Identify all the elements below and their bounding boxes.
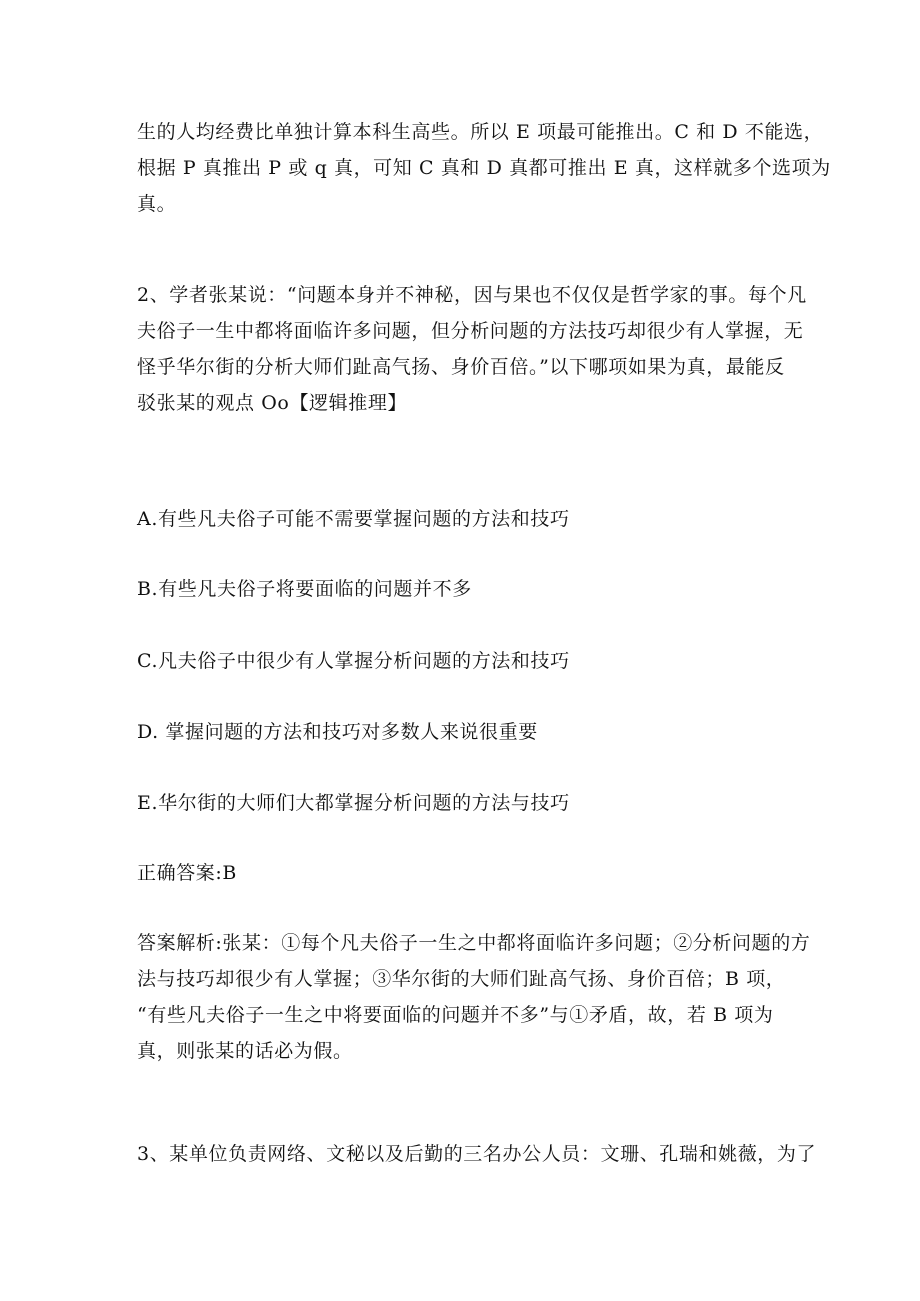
text-line: 根据 P 真推出 P 或 q 真，可知 C 真和 D 真都可推出 E 真，这样就多个选项为: [137, 157, 831, 179]
text-line: 2、学者张某说：“问题本身并不神秘，因与果也不仅仅是哲学家的事。每个凡: [137, 284, 807, 306]
option-c: [137, 643, 787, 679]
correct-answer: [137, 855, 787, 891]
text-line: 夫俗子一生中都将面临许多问题，但分析问题的方法技巧却很少有人掌握，无: [137, 320, 804, 342]
text-line: 真。: [137, 193, 177, 215]
text-line: 答案解析:张某：①每个凡夫俗子一生之中都将面临许多问题；②分析问题的方: [137, 932, 811, 954]
option-text: D. 掌握问题的方法和技巧对多数人来说很重要: [137, 721, 538, 743]
text-line: 真，则张某的话必为假。: [137, 1040, 353, 1062]
text-line: 法与技巧却很少有人掌握；③华尔街的大师们趾高气扬、身价百倍；B 项，: [137, 968, 786, 990]
text-line: 驳张某的观点 Oo【逻辑推理】: [137, 392, 408, 414]
option-a: [137, 501, 787, 537]
question-2-stem: [137, 277, 807, 421]
text-line: “有些凡夫俗子一生之中将要面临的问题并不多”与①矛盾，故，若 B 项为: [137, 1004, 774, 1026]
question-3-stem: [137, 1136, 817, 1172]
option-e: [137, 785, 787, 821]
option-text: C.凡夫俗子中很少有人掌握分析问题的方法和技巧: [137, 650, 570, 672]
text-line: 3、某单位负责网络、文秘以及后勤的三名办公人员：文珊、孔瑞和姚薇，为了: [137, 1143, 817, 1165]
text-line: 怪乎华尔街的分析大师们趾高气扬、身价百倍。”以下哪项如果为真，最能反: [137, 356, 785, 378]
option-d: [137, 714, 787, 750]
option-text: B.有些凡夫俗子将要面临的问题并不多: [137, 578, 472, 600]
text-line: 生的人均经费比单独计算本科生高些。所以 E 项最可能推出。C 和 D 不能选，: [137, 121, 824, 143]
answer-text: 正确答案:B: [137, 862, 237, 884]
answer-analysis: [137, 925, 811, 1069]
option-text: E.华尔街的大师们大都掌握分析问题的方法与技巧: [137, 792, 570, 814]
option-b: [137, 571, 787, 607]
option-text: A.有些凡夫俗子可能不需要掌握问题的方法和技巧: [137, 508, 570, 530]
previous-explanation-paragraph: [137, 114, 831, 222]
